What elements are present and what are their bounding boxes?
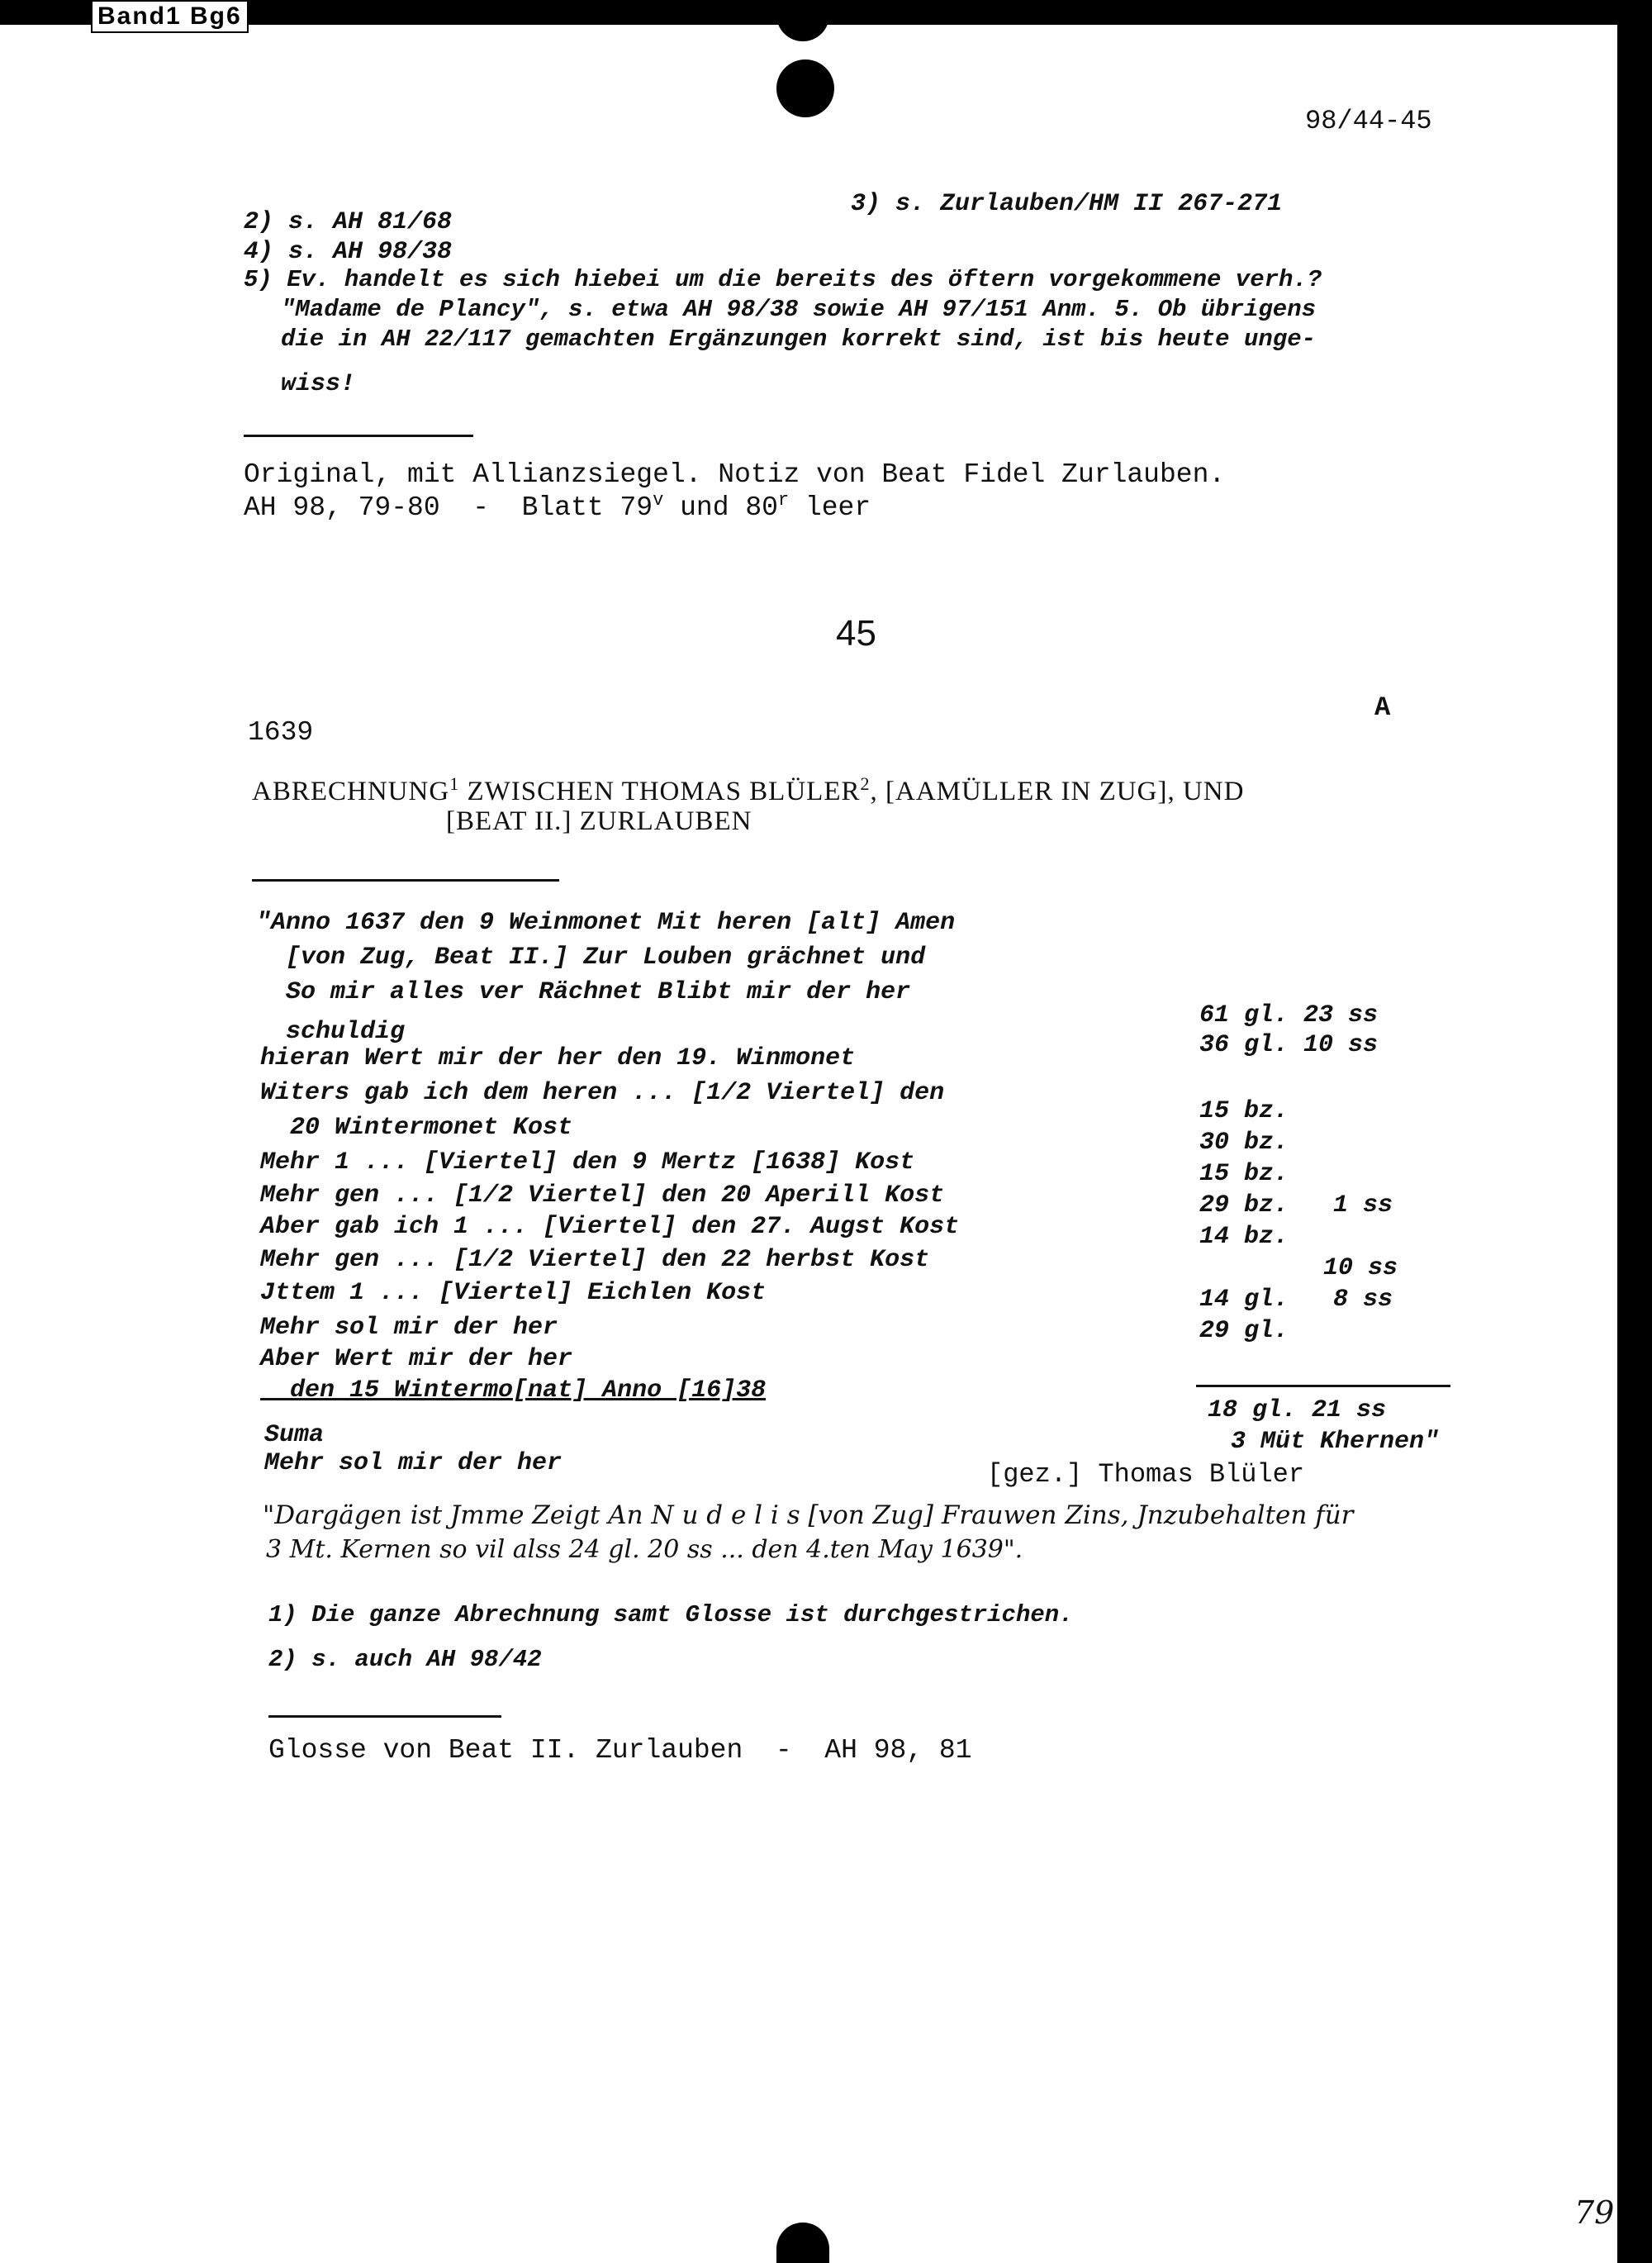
page-reference: 98/44-45: [1305, 106, 1432, 136]
bottom-edge-notch: [776, 2223, 829, 2263]
mehr-label: Mehr sol mir der her: [264, 1449, 563, 1477]
entry-title-line1: ABRECHNUNG$^1$ ZWISCHEN THOMAS BLÜLER$^2$, [AAMÜLLER IN ZUG], UND: [252, 773, 1245, 806]
account-line: hieran Wert mir der her den 19. Winmonet: [260, 1044, 856, 1072]
amount: 15 bz.: [1199, 1097, 1289, 1125]
footnote-5-prev-line3: die in AH 22/117 gemachten Ergänzungen korrekt sind, ist bis heute unge-: [281, 326, 1317, 353]
account-line: schuldig: [256, 1018, 406, 1046]
sum-rule: [1196, 1385, 1450, 1387]
punch-hole-top: [776, 59, 834, 117]
account-line: Witers gab ich dem heren ... [1/2 Viertel] den: [260, 1079, 945, 1107]
amount: 15 bz.: [1199, 1160, 1289, 1188]
entry-year: 1639: [248, 717, 314, 748]
footnote-1: 1) Die ganze Abrechnung samt Glosse ist durchgestrichen.: [268, 1601, 1074, 1628]
amount: 14 gl. 8 ss: [1199, 1286, 1393, 1314]
amount: 30 bz.: [1199, 1129, 1289, 1157]
separator-rule-source: [268, 1715, 501, 1718]
source-note: Glosse von Beat II. Zurlauben - AH 98, 81: [268, 1735, 972, 1766]
account-line: [von Zug, Beat II.] Zur Louben grächnet und: [256, 944, 926, 972]
separator-rule-prev: [244, 435, 473, 437]
amount: 10 ss: [1189, 1254, 1398, 1282]
footnote-2: 2) s. auch AH 98/42: [268, 1646, 542, 1673]
prev-source-line1: Original, mit Allianzsiegel. Notiz von Beat Fidel Zurlauben.: [244, 459, 1226, 490]
scan-edge-right: [1617, 0, 1652, 2263]
mehr-value: 3 Müt Khernen": [1231, 1428, 1440, 1456]
entry-letter: A: [1374, 692, 1391, 723]
footnote-5-prev-line2: "Madame de Plancy", s. etwa AH 98/38 sowie AH 97/151 Anm. 5. Ob übrigens: [281, 296, 1317, 323]
prev-source-line2: AH 98, 79-80 - Blatt 79$^v$ und 80$^r$ leer: [244, 490, 871, 523]
band-label: Band1 Bg6: [91, 0, 249, 33]
amount: 61 gl. 23 ss: [1199, 1001, 1379, 1029]
account-line: Mehr 1 ... [Viertel] den 9 Mertz [1638] Kost: [260, 1148, 915, 1177]
entry-title-line2: [BEAT II.] ZURLAUBEN: [446, 806, 752, 836]
account-line: Mehr gen ... [1/2 Viertel] den 20 Aperill Kost: [260, 1181, 945, 1210]
account-line: Jttem 1 ... [Viertel] Eichlen Kost: [260, 1279, 767, 1307]
amount: 36 gl. 10 ss: [1199, 1031, 1379, 1059]
amount: 29 gl.: [1199, 1317, 1289, 1345]
account-line: Mehr sol mir der her: [260, 1314, 558, 1342]
footnote-4-prev: 4) s. AH 98/38: [244, 238, 453, 266]
page-mark: 79: [1574, 2194, 1615, 2231]
amount: 14 bz.: [1199, 1223, 1289, 1251]
gloss-line1: "Dargägen ist Jmme Zeigt An N u d e l i s [von Zug] Frauwen Zins, Jnzubehalten für: [263, 1500, 1354, 1530]
account-line: Mehr gen ... [1/2 Viertel] den 22 herbst Kost: [260, 1246, 930, 1274]
gloss-line2: 3 Mt. Kernen so vil alss 24 gl. 20 ss ... den 4.ten May 1639".: [266, 1535, 1023, 1564]
amount: 29 bz. 1 ss: [1199, 1191, 1393, 1219]
account-line: Aber gab ich 1 ... [Viertel] den 27. Augst Kost: [260, 1213, 960, 1241]
footnote-2-prev: 2) s. AH 81/68: [244, 208, 453, 236]
account-line: So mir alles ver Rächnet Blibt mir der her: [256, 978, 911, 1006]
account-line: 20 Wintermonet Kost: [260, 1114, 573, 1142]
suma-value: 18 gl. 21 ss: [1208, 1396, 1387, 1424]
footnote-3-prev: 3) s. Zurlauben/HM II 267-271: [851, 190, 1283, 218]
footnote-5-prev-line1: 5) Ev. handelt es sich hiebei um die bereits des öftern vorgekommene verh.?: [244, 266, 1322, 293]
account-line: den 15 Wintermo[nat] Anno [16]38: [260, 1376, 767, 1405]
suma-label: Suma: [264, 1421, 325, 1449]
entry-number: 45: [836, 613, 876, 654]
separator-rule-title: [252, 879, 559, 882]
footnote-5-prev-line4: wiss!: [281, 370, 356, 398]
account-line: Aber Wert mir der her: [260, 1345, 573, 1373]
account-line: "Anno 1637 den 9 Weinmonet Mit heren [alt] Amen: [256, 909, 956, 937]
signature: [gez.] Thomas Blüler: [987, 1459, 1305, 1490]
